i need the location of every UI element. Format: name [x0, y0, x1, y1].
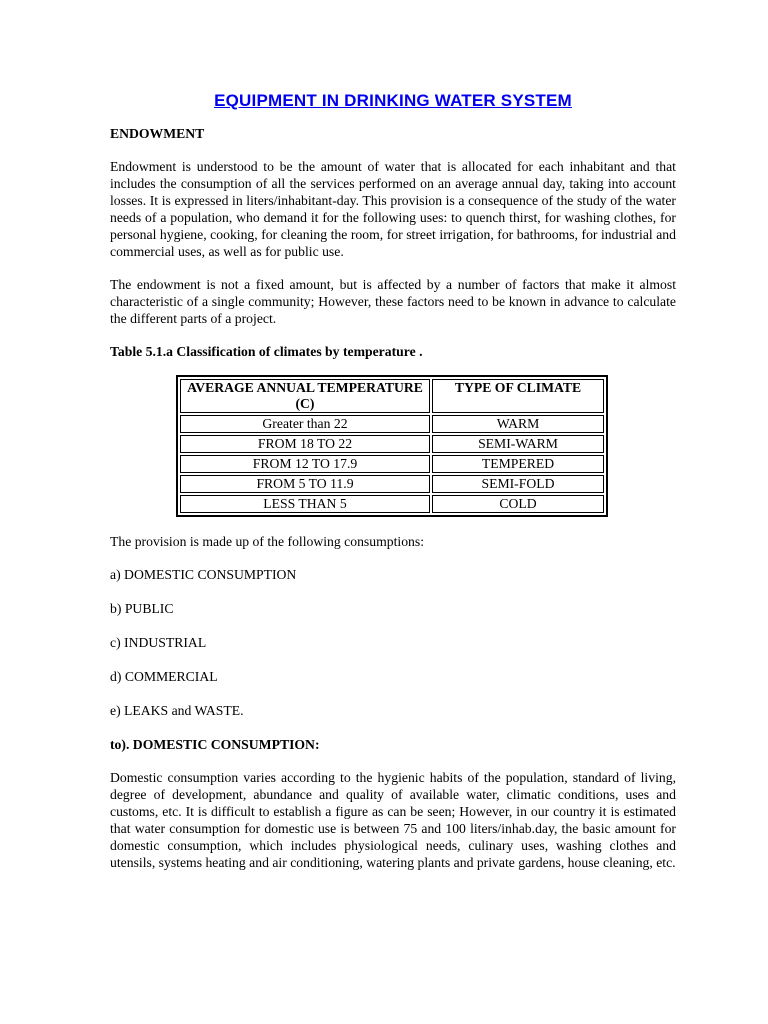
paragraph: Domestic consumption varies according to the hygienic habits of the population, standard of living, degree of development, abundance and quality of available water, climatic conditions, uses and customs, etc. It is difficult to establish a figure as can be seen; However, in our country it is estimated that water consumption for domestic use is between 75 and 100 liters/inhab.day, the basic amount for domestic consumption, which includes physiological needs, culinary uses, washing clothes and utensils, systems heating and air conditioning, watering plants and private gardens, house cleaning, etc.: [110, 770, 676, 870]
table-cell: SEMI-WARM: [432, 435, 604, 453]
table-cell: FROM 12 TO 17.9: [180, 455, 430, 473]
table-cell: FROM 18 TO 22: [180, 435, 430, 453]
table-cell: SEMI-FOLD: [432, 475, 604, 493]
table-cell: TEMPERED: [432, 455, 604, 473]
table-cell: Greater than 22: [180, 415, 430, 433]
table-header: AVERAGE ANNUAL TEMPERATURE (C): [180, 379, 430, 413]
table-row: [180, 455, 604, 473]
table-row: [180, 475, 604, 493]
section-heading: ENDOWMENT: [110, 126, 205, 141]
provision-intro: The provision is made up of the following consumptions:: [110, 534, 425, 549]
table-cell: LESS THAN 5: [180, 495, 430, 513]
document-title: EQUIPMENT IN DRINKING WATER SYSTEM: [214, 91, 572, 110]
list-item: d) COMMERCIAL: [110, 669, 218, 684]
list-item: c) INDUSTRIAL: [110, 635, 207, 650]
paragraph: The endowment is not a fixed amount, but is affected by a number of factors that make it almost characteristic of a single community; However, these factors need to be known in advance to calculate the different parts of a project.: [110, 277, 676, 326]
paragraph: Endowment is understood to be the amount of water that is allocated for each inhabitant and that includes the consumption of all the services performed on an average annual day, taking into account losses. It is expressed in liters/inhabitant-day. This provision is a consequence of the study of the water needs of a population, who demand it for the following uses: to quench thirst, for washing clothes, for personal hygiene, cooking, for cleaning the room, for street irrigation, for bathrooms, for industrial and commercial uses, as well as for public use.: [110, 159, 676, 259]
list-item: e) LEAKS and WASTE.: [110, 703, 244, 718]
climate-table: [176, 375, 608, 517]
document-page: [110, 88, 676, 887]
table-cell: FROM 5 TO 11.9: [180, 475, 430, 493]
subheading: to). DOMESTIC CONSUMPTION:: [110, 737, 320, 752]
list-item: b) PUBLIC: [110, 601, 174, 616]
table-header: TYPE OF CLIMATE: [432, 379, 604, 413]
table-cell: COLD: [432, 495, 604, 513]
table-row: [180, 495, 604, 513]
table-row: [180, 415, 604, 433]
table-row: [180, 435, 604, 453]
list-item: a) DOMESTIC CONSUMPTION: [110, 567, 297, 582]
table-caption: Table 5.1.a Classification of climates by temperature .: [110, 344, 423, 359]
table-cell: WARM: [432, 415, 604, 433]
